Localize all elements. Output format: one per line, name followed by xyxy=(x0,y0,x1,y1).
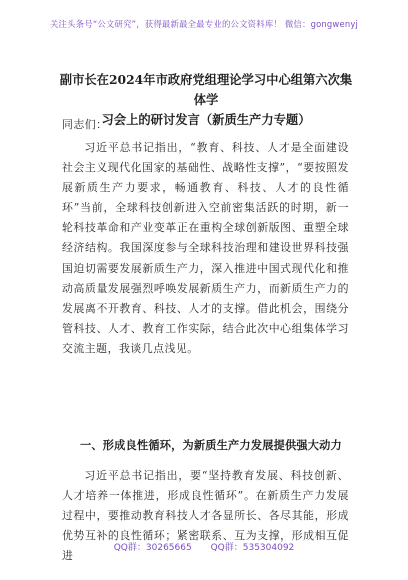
promo-banner: 关注头条号“公文研究”，获得最新最全最专业的公文资料库！ 微信：gongwenyj xyxy=(49,19,359,29)
paragraph-1-text: 习近平总书记指出，“教育、科技、人才是全面建设社会主义现代化国家的基础性、战略性支撑”，“要按照发展新质生产力要求，畅通教育、科技、人才的良性循环”当前，全球科技创新进入空前密集活跃的时期，新一轮科技革命和产业变革正在重构全球创新版图、重塑全球经济结构。我国深度参与全球科技治理和建设世界科技强国迫切需要发展新质生产力，深入推进中国式现代化和推动高质量发展强烈呼唤发展新质生产力，而新质生产力的发展离不开教育、科技、人才的支撑。借此机会，围绕分管科技、人才、教育工作实际，结合此次中心组集体学习交流主题，我谈几点浅见。 xyxy=(62,141,349,355)
title-line-2: 习会上的研讨发言（新质生产力专题） xyxy=(101,112,311,127)
body-paragraph-1 xyxy=(62,138,349,359)
section-heading-1: 一、形成良性循环，为新质生产力发展提供强大动力 xyxy=(80,438,342,452)
greeting: 同志们： xyxy=(62,118,108,131)
footer-qq-group-2: QQ群：535304092 xyxy=(210,543,295,553)
title-line-1: 副市长在2024年市政府党组理论学习中心组第六次集体学 xyxy=(59,72,353,107)
footer-qq-group-1: QQ群：30265665 xyxy=(113,543,192,553)
footer-contact xyxy=(0,540,408,553)
paragraph-2-text: 习近平总书记指出，要“坚持教育发展、科技创新、人才培养一体推进，形成良性循环”。在新质生产力发展过程中，要推动教育科技人才各显所长、各尽其能，形成优势互补的良性循环；紧密联系、互为支撑，形成相互促进 xyxy=(62,469,349,563)
